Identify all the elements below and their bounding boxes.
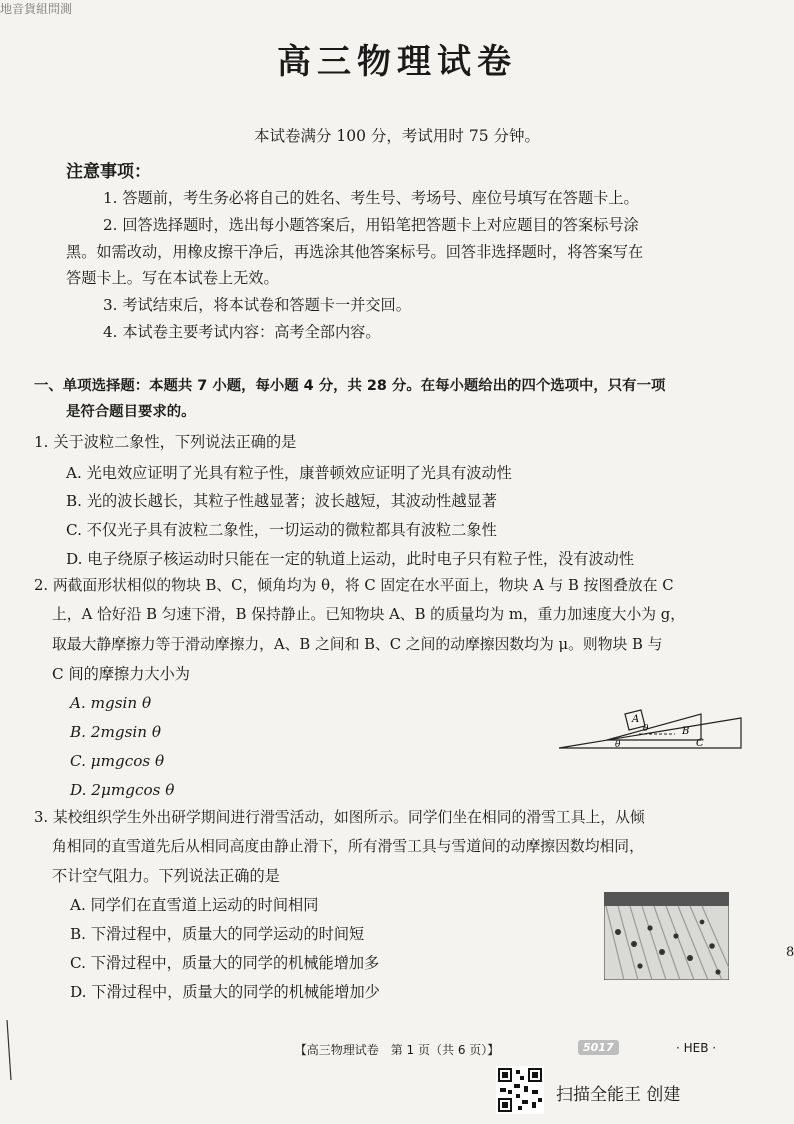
question-2-option: B. 2mgsin θ xyxy=(70,723,162,741)
question-1-option: D. 电子绕原子核运动时只能在一定的轨道上运动，此时电子只有粒子性，没有波动性 xyxy=(66,550,635,568)
corner-mark: 地音貨組問測 xyxy=(0,2,73,16)
question-1-option: A. 光电效应证明了光具有粒子性，康普顿效应证明了光具有波动性 xyxy=(66,464,512,482)
footer-heb: · HEB · xyxy=(676,1041,717,1055)
question-2-stem: 上，A 恰好沿 B 匀速下滑，B 保持静止。已知物块 A、B 的质量均为 m，重力加速度大小为 g， xyxy=(52,606,686,623)
question-3-option: A. 同学们在直雪道上运动的时间相同 xyxy=(70,896,319,914)
question-2-option: C. μmgcos θ xyxy=(70,752,165,770)
exam-subtitle: 本试卷满分 100 分，考试用时 75 分钟。 xyxy=(253,127,541,145)
incline-diagram xyxy=(555,690,745,752)
question-1-option: C. 不仅光子具有波粒二象性，一切运动的微粒都具有波粒二象性 xyxy=(66,521,497,539)
scanner-watermark: 扫描全能王 创建 xyxy=(556,1085,681,1105)
label-c: C xyxy=(696,738,704,749)
notice-line: 2. 回答选择题时，选出每小题答案后，用铅笔把答题卡上对应题目的答案标号涂 xyxy=(103,216,639,234)
footer-code-badge: 5017 xyxy=(578,1040,619,1055)
notice-heading: 注意事项： xyxy=(66,162,151,182)
question-2-option: D. 2μmgcos θ xyxy=(70,781,175,799)
notice-line: 黑。如需改动，用橡皮擦干净后，再选涂其他答案标号。回答非选择题时，将答案写在 xyxy=(66,243,644,261)
section-heading: 一、单项选择题：本题共 7 小题，每小题 4 分，共 28 分。在每小题给出的四个选项中，只有一项 xyxy=(34,378,666,394)
label-theta-ab: θ xyxy=(643,724,649,734)
question-1-stem: 1. 关于波粒二象性，下列说法正确的是 xyxy=(34,433,297,451)
page-footer: 【高三物理试卷 第 1 页（共 6 页）】 xyxy=(294,1043,500,1057)
side-mark: 8 xyxy=(786,945,794,960)
page-title: 高三物理试卷 xyxy=(277,42,517,82)
question-3-option: D. 下滑过程中，质量大的同学的机械能增加少 xyxy=(70,983,380,1001)
ski-slope-photo xyxy=(604,892,729,980)
question-2-stem: 2. 两截面形状相似的物块 B、C，倾角均为 θ，将 C 固定在水平面上，物块 A 与 B 按图叠放在 C xyxy=(34,577,674,594)
question-3-option: B. 下滑过程中，质量大的同学运动的时间短 xyxy=(70,925,365,943)
question-3-option: C. 下滑过程中，质量大的同学的机械能增加多 xyxy=(70,954,380,972)
notice-line: 1. 答题前，考生务必将自己的姓名、考生号、考场号、座位号填写在答题卡上。 xyxy=(103,189,639,207)
question-3-stem: 角相同的直雪道先后从相同高度由静止滑下，所有滑雪工具与雪道间的动摩擦因数均相同， xyxy=(52,838,644,855)
qr-code-icon xyxy=(496,1066,544,1114)
question-3-stem: 不计空气阻力。下列说法正确的是 xyxy=(52,867,280,885)
question-3-stem: 3. 某校组织学生外出研学期间进行滑雪活动，如图所示。同学们坐在相同的滑雪工具上，从倾 xyxy=(34,809,645,826)
label-a: A xyxy=(632,714,640,725)
question-2-stem: 取最大静摩擦力等于滑动摩擦力，A、B 之间和 B、C 之间的动摩擦因数均为 μ。则物块 B 与 xyxy=(52,636,663,653)
block-c xyxy=(559,718,741,748)
question-1-option: B. 光的波长越长，其粒子性越显著；波长越短，其波动性越显著 xyxy=(66,492,497,510)
section-heading: 是符合题目要求的。 xyxy=(66,404,196,420)
notice-line: 3. 考试结束后，将本试卷和答题卡一并交回。 xyxy=(103,296,411,314)
notice-line: 答题卡上。写在本试卷上无效。 xyxy=(66,269,279,287)
label-b: B xyxy=(682,726,690,737)
question-2-option: A. mgsin θ xyxy=(70,694,152,712)
question-2-stem: C 间的摩擦力大小为 xyxy=(52,665,190,683)
label-theta-c: θ xyxy=(615,740,621,750)
notice-line: 4. 本试卷主要考试内容：高考全部内容。 xyxy=(103,323,381,341)
